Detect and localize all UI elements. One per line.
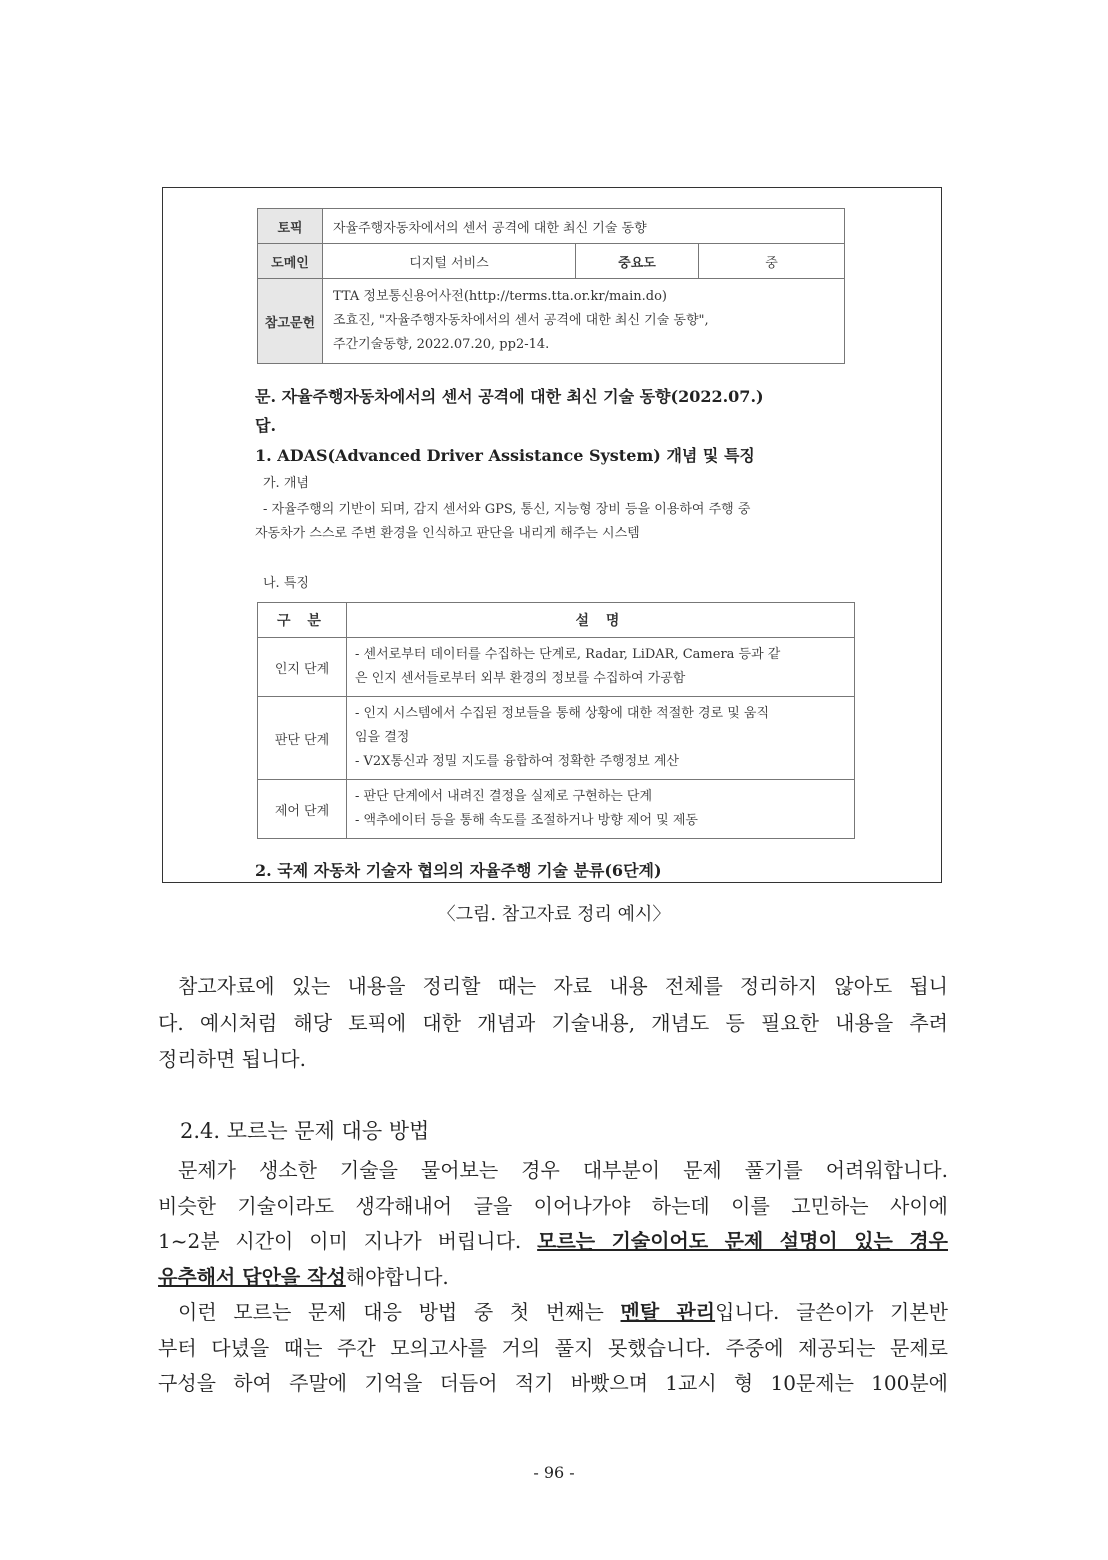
answer-label: 답.: [255, 416, 277, 435]
plain-text: 입니다. 글쓴이가 기본반: [715, 1300, 948, 1324]
topic-meta-table: [257, 208, 845, 364]
desc-line: - V2X통신과 정밀 지도를 융합하여 정확한 주행정보 계산: [355, 754, 679, 769]
stage-name: 판단 단계: [258, 697, 347, 780]
concept-line: 자동차가 스스로 주변 환경을 인식하고 판단을 내리게 해주는 시스템: [255, 526, 640, 541]
subsection-na: 나. 특징: [263, 576, 309, 591]
paragraph-line: 정리하면 됩니다.: [158, 1047, 306, 1071]
subsection-ga: 가. 개념: [263, 476, 309, 491]
table-row: [258, 638, 855, 697]
concept-line: - 자율주행의 기반이 되며, 감지 센서와 GPS, 통신, 지능형 장비 등을 이용하여 주행 중: [263, 502, 751, 517]
stage-desc: [347, 780, 855, 839]
table-row: [258, 697, 855, 780]
section-heading: 2.4. 모르는 문제 대응 방법: [180, 1119, 430, 1143]
emphasis-text: 유추해서 답안을 작성: [158, 1265, 346, 1289]
stage-name: 제어 단계: [258, 780, 347, 839]
paragraph-line: 비슷한 기술이라도 생각해내어 글을 이어나가야 하는데 이를 고민하는 사이에: [158, 1194, 948, 1218]
paragraph-line: 부터 다녔을 때는 주간 모의고사를 거의 풀지 못했습니다. 주중에 제공되는 문제로: [158, 1336, 948, 1360]
paragraph-line: 구성을 하여 주말에 기억을 더듬어 적기 바빴으며 1교시 형 10문제는 100분에: [158, 1371, 948, 1395]
figure-caption: 〈그림. 참고자료 정리 예시〉: [437, 904, 671, 925]
domain-value: 디지털 서비스: [323, 244, 576, 279]
desc-line: - 센서로부터 데이터를 수집하는 단계로, Radar, LiDAR, Camera 등과 같: [355, 647, 781, 662]
paragraph-line: 다. 예시처럼 해당 토픽에 대한 개념과 기술내용, 개념도 등 필요한 내용을 추려: [158, 1011, 948, 1035]
ref-line: 주간기술동향, 2022.07.20, pp2-14.: [333, 337, 550, 352]
paragraph-line: [158, 1296, 948, 1325]
paragraph-line: 문제가 생소한 기술을 물어보는 경우 대부분이 문제 풀기를 어려워합니다.: [178, 1158, 948, 1182]
stage-name: 인지 단계: [258, 638, 347, 697]
section2-heading: 2. 국제 자동차 기술자 협의의 자율주행 기술 분류(6단계): [255, 861, 662, 880]
table-row: [258, 780, 855, 839]
emphasis-text: 멘탈 관리: [620, 1300, 716, 1324]
question-line: 문. 자율주행자동차에서의 센서 공격에 대한 최신 기술 동향(2022.07.): [255, 387, 764, 406]
emphasis-text: 모르는 기술이어도 문제 설명이 있는 경우: [537, 1229, 948, 1253]
paragraph-line: [158, 1225, 948, 1254]
desc-line: 은 인지 센서들로부터 외부 환경의 정보를 수집하여 가공함: [355, 671, 686, 686]
refs-label: 참고문헌: [258, 279, 323, 364]
topic-label: 토픽: [258, 209, 323, 244]
section1-heading: 1. ADAS(Advanced Driver Assistance System) 개념 및 특징: [255, 446, 755, 465]
features-header: 구 분: [258, 603, 347, 638]
ref-line: TTA 정보통신용어사전(http://terms.tta.or.kr/main.do): [333, 289, 667, 304]
paragraph-line: 참고자료에 있는 내용을 정리할 때는 자료 내용 전체를 정리하지 않아도 됩니: [178, 974, 948, 998]
reference-figure: [162, 187, 942, 883]
stage-desc: [347, 697, 855, 780]
desc-line: - 액추에이터 등을 통해 속도를 조절하거나 방향 제어 및 제동: [355, 813, 698, 828]
importance-value: 중: [699, 244, 845, 279]
desc-line: - 판단 단계에서 내려진 결정을 실제로 구현하는 단계: [355, 789, 653, 804]
domain-label: 도메인: [258, 244, 323, 279]
features-header: 설 명: [347, 603, 855, 638]
ref-line: 조효진, "자율주행자동차에서의 센서 공격에 대한 최신 기술 동향",: [333, 313, 709, 328]
paragraph-line: [158, 1261, 948, 1290]
desc-line: - 인지 시스템에서 수집된 정보들을 통해 상황에 대한 적절한 경로 및 움직: [355, 706, 770, 721]
desc-line: 임을 결정: [355, 730, 410, 745]
plain-text: 1~2분 시간이 이미 지나가 버립니다.: [158, 1229, 538, 1253]
plain-text: 해야합니다.: [345, 1265, 449, 1289]
plain-text: 이런 모르는 문제 대응 방법 중 첫 번째는: [178, 1300, 621, 1324]
features-table: [257, 602, 855, 839]
topic-value: 자율주행자동차에서의 센서 공격에 대한 최신 기술 동향: [323, 209, 845, 244]
stage-desc: [347, 638, 855, 697]
refs-value: [323, 279, 845, 364]
importance-label: 중요도: [576, 244, 699, 279]
page-number: - 96 -: [533, 1463, 575, 1482]
